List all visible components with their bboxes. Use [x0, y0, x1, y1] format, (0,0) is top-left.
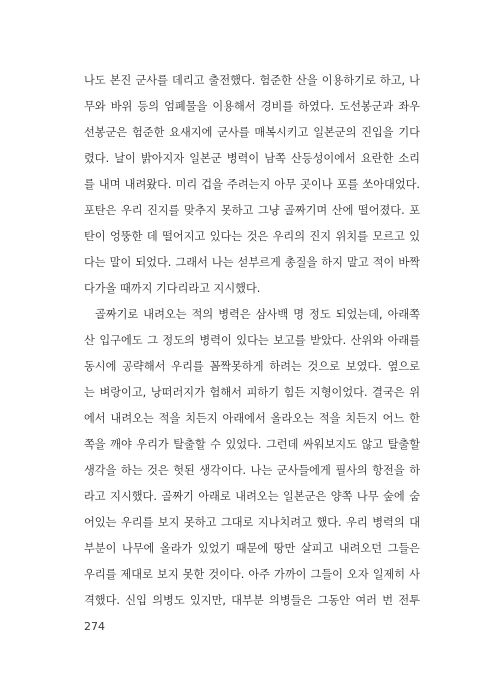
text-line: 골짜기로 내려오는 적의 병력은 삼사백 명 정도 되었는데, 아래쪽 [95, 308, 420, 321]
text-line: 다가올 때까지 기다리라고 지시했다. [84, 282, 261, 295]
text-line: 선봉군은 험준한 요새지에 군사를 매복시키고 일본군의 진입을 기다 [84, 126, 420, 139]
body-text [84, 68, 420, 614]
text-line: 탄이 엉뚱한 데 떨어지고 있다는 것은 우리의 진지 위치를 모르고 있 [84, 230, 420, 243]
text-line: 라고 지시했다. 골짜기 아래로 내려오는 일본군은 양쪽 나무 숲에 숨 [84, 490, 420, 503]
text-line: 어있는 우리를 보지 못하고 그대로 지나치려고 했다. 우리 병력의 대 [84, 516, 420, 529]
text-line: 에서 내려오는 적을 치든지 아래에서 올라오는 적을 치든지 어느 한 [84, 412, 420, 425]
text-line: 격했다. 신입 의병도 있지만, 대부분 의병들은 그동안 여러 번 전투 [84, 594, 420, 607]
text-line: 쪽을 깨야 우리가 탈출할 수 있었다. 그런데 싸워보지도 않고 탈출할 [84, 438, 420, 451]
text-line: 무와 바위 등의 엄폐물을 이용해서 경비를 하였다. 도선봉군과 좌우 [84, 100, 420, 113]
text-line: 부분이 나무에 올라가 있었기 때문에 땅만 살피고 내려오던 그들은 [84, 542, 420, 555]
text-line: 포탄은 우리 진지를 맞추지 못하고 그냥 골짜기며 산에 떨어졌다. 포 [84, 204, 420, 217]
text-line: 동시에 공략해서 우리를 꼼짝못하게 하려는 것으로 보였다. 옆으로 [84, 360, 420, 373]
text-line: 는 벼랑이고, 낭떠러지가 험해서 피하기 힘든 지형이었다. 결국은 위 [84, 386, 420, 399]
page-number: 274 [84, 620, 105, 633]
text-line: 렸다. 날이 밝아지자 일본군 병력이 남쪽 산등성이에서 요란한 소리 [84, 152, 420, 165]
text-line: 생각을 하는 것은 헛된 생각이다. 나는 군사들에게 필사의 항전을 하 [84, 464, 420, 477]
text-line: 나도 본진 군사를 데리고 출전했다. 험준한 산을 이용하기로 하고, 나 [84, 74, 420, 87]
text-line: 를 내며 내려왔다. 미리 겁을 주려는지 아무 곳이나 포를 쏘아대었다. [84, 178, 420, 191]
text-line: 다는 말이 되었다. 그래서 나는 섣부르게 총질을 하지 말고 적이 바짝 [84, 256, 420, 269]
text-line: 산 입구에도 그 정도의 병력이 있다는 보고를 받았다. 산위와 아래를 [84, 334, 420, 347]
paragraph-2 [84, 302, 420, 614]
paragraph-1 [84, 68, 420, 302]
text-line: 우리를 제대로 보지 못한 것이다. 아주 가까이 그들이 오자 일제히 사 [84, 568, 420, 581]
